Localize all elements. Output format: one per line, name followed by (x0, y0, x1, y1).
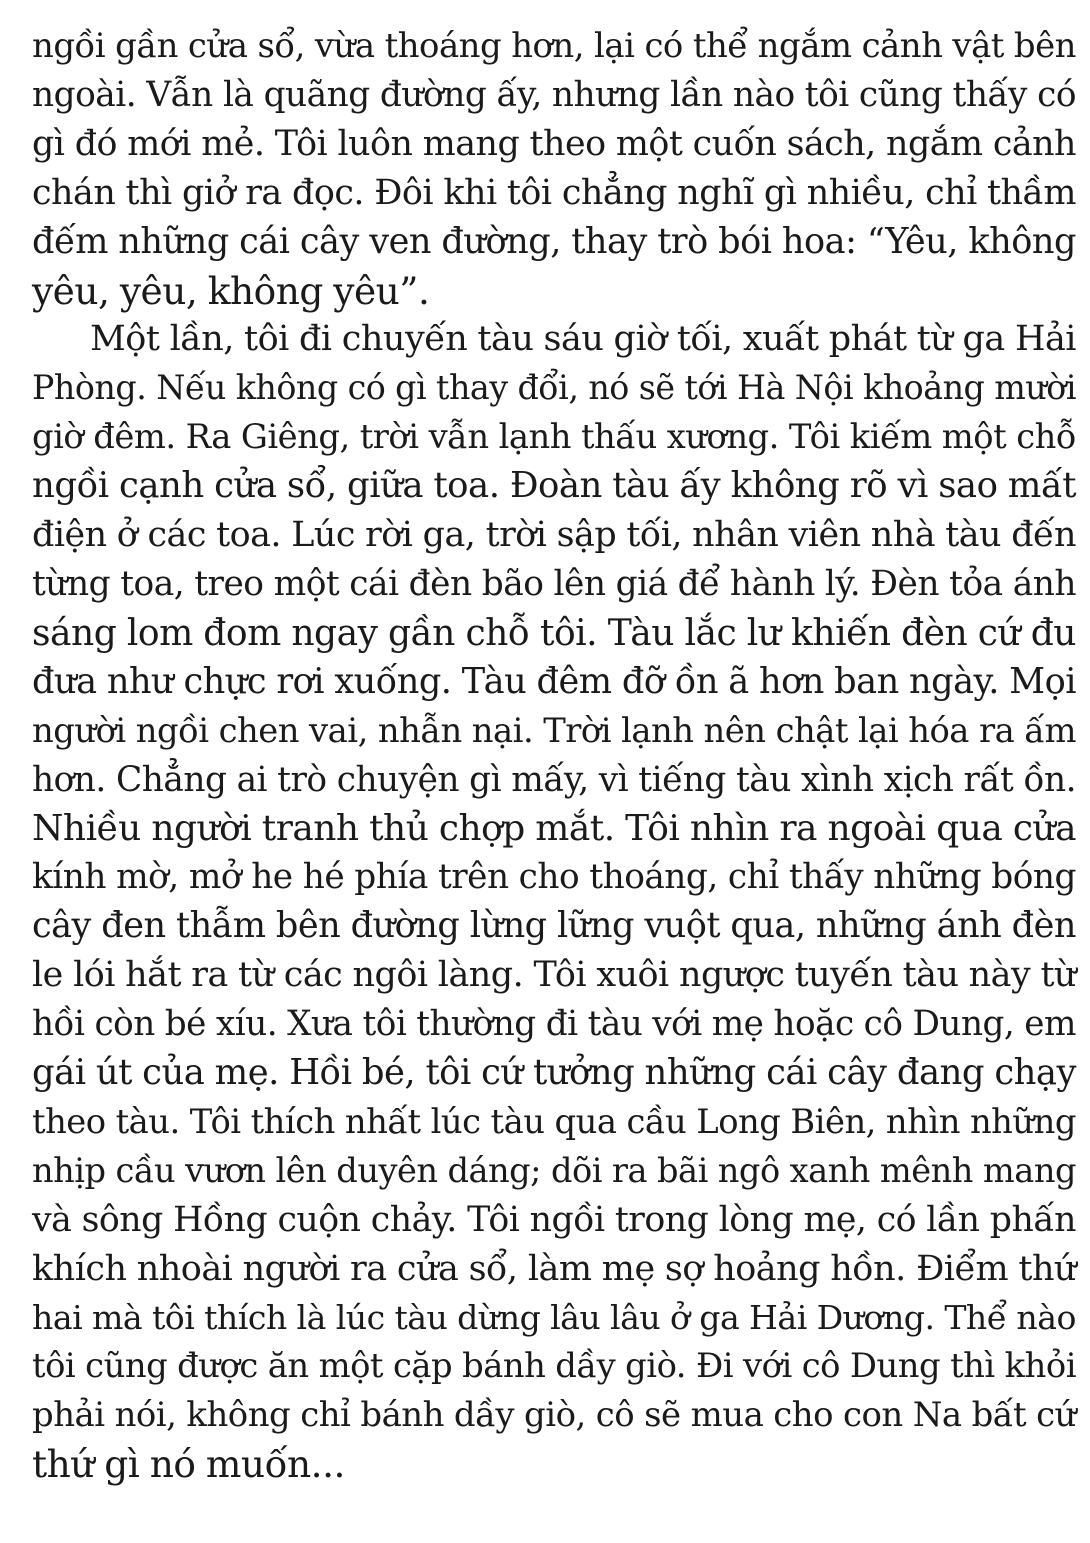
text-line: Phòng. Nếu không có gì thay đổi, nó sẽ tới Hà Nội khoảng mười (32, 368, 1076, 408)
text-line: giờ đêm. Ra Giêng, trời vẫn lạnh thấu xương. Tôi kiếm một chỗ (32, 417, 1076, 457)
text-line: hồi còn bé xíu. Xưa tôi thường đi tàu với mẹ hoặc cô Dung, em (32, 1004, 1076, 1045)
text-line: từng toa, treo một cái đèn bão lên giá để hành lý. Đèn tỏa ánh (32, 563, 1076, 604)
text-line: ngoài. Vẫn là quãng đường ấy, nhưng lần nào tôi cũng thấy có (32, 74, 1076, 115)
text-line: Nhiều người tranh thủ chợp mắt. Tôi nhìn ra ngoài qua cửa (32, 807, 1076, 849)
text-line: phải nói, không chỉ bánh dầy giò, cô sẽ mua cho con Na bất cứ (32, 1395, 1076, 1435)
text-line: và sông Hồng cuộn chảy. Tôi ngồi trong lòng mẹ, có lần phấn (32, 1199, 1076, 1240)
text-line: sáng lom đom ngay gần chỗ tôi. Tàu lắc lư khiến đèn cứ đu (32, 611, 1076, 654)
text-line: cây đen thẫm bên đường lừng lững vuột qua, những ánh đèn (32, 905, 1076, 947)
text-line: khích nhoài người ra cửa sổ, làm mẹ sợ hoảng hồn. Điểm thứ (32, 1248, 1076, 1289)
book-page (32, 22, 1076, 1489)
text-line: thứ gì nó muốn... (32, 1442, 345, 1487)
text-line: theo tàu. Tôi thích nhất lúc tàu qua cầu Long Biên, nhìn những (32, 1101, 1076, 1141)
text-line: đếm những cái cây ven đường, thay trò bói hoa: “Yêu, không (32, 220, 1076, 262)
text-line: kính mờ, mở he hé phía trên cho thoáng, chỉ thấy những bóng (32, 857, 1076, 898)
text-line: người ngồi chen vai, nhẫn nại. Trời lạnh nên chật lại hóa ra ấm (32, 710, 1076, 750)
text-line: hai mà tôi thích là lúc tàu dừng lâu lâu ở ga Hải Dương. Thể nào (32, 1297, 1076, 1337)
text-line: Một lần, tôi đi chuyến tàu sáu giờ tối, xuất phát từ ga Hải (90, 319, 1076, 360)
text-line: tôi cũng được ăn một cặp bánh dầy giò. Đi với cô Dung thì khỏi (32, 1346, 1076, 1386)
text-line: yêu, yêu, không yêu”. (32, 268, 430, 313)
text-line: nhịp cầu vươn lên duyên dáng; dõi ra bãi ngô xanh mênh mang (32, 1150, 1076, 1190)
text-line: đưa như chực rơi xuống. Tàu đêm đỡ ồn ã hơn ban ngày. Mọi (32, 660, 1076, 702)
text-line: điện ở các toa. Lúc rời ga, trời sập tối, nhân viên nhà tàu đến (32, 515, 1076, 556)
text-line: hơn. Chẳng ai trò chuyện gì mấy, vì tiếng tàu xình xịch rất ồn. (32, 759, 1076, 800)
text-line: le lói hắt ra từ các ngôi làng. Tôi xuôi ngược tuyến tàu này từ (32, 955, 1076, 996)
text-line: ngồi gần cửa sổ, vừa thoáng hơn, lại có thể ngắm cảnh vật bên (32, 26, 1076, 65)
paragraph-1 (32, 22, 1076, 315)
text-line: chán thì giở ra đọc. Đôi khi tôi chẳng nghĩ gì nhiều, chỉ thầm (32, 172, 1076, 213)
text-line: gái út của mẹ. Hồi bé, tôi cứ tưởng những cái cây đang chạy (32, 1052, 1076, 1094)
text-line: gì đó mới mẻ. Tôi luôn mang theo một cuốn sách, ngắm cảnh (32, 123, 1076, 164)
text-line: ngồi cạnh cửa sổ, giữa toa. Đoàn tàu ấy không rõ vì sao mất (32, 465, 1076, 507)
paragraph-2 (32, 315, 1076, 1489)
